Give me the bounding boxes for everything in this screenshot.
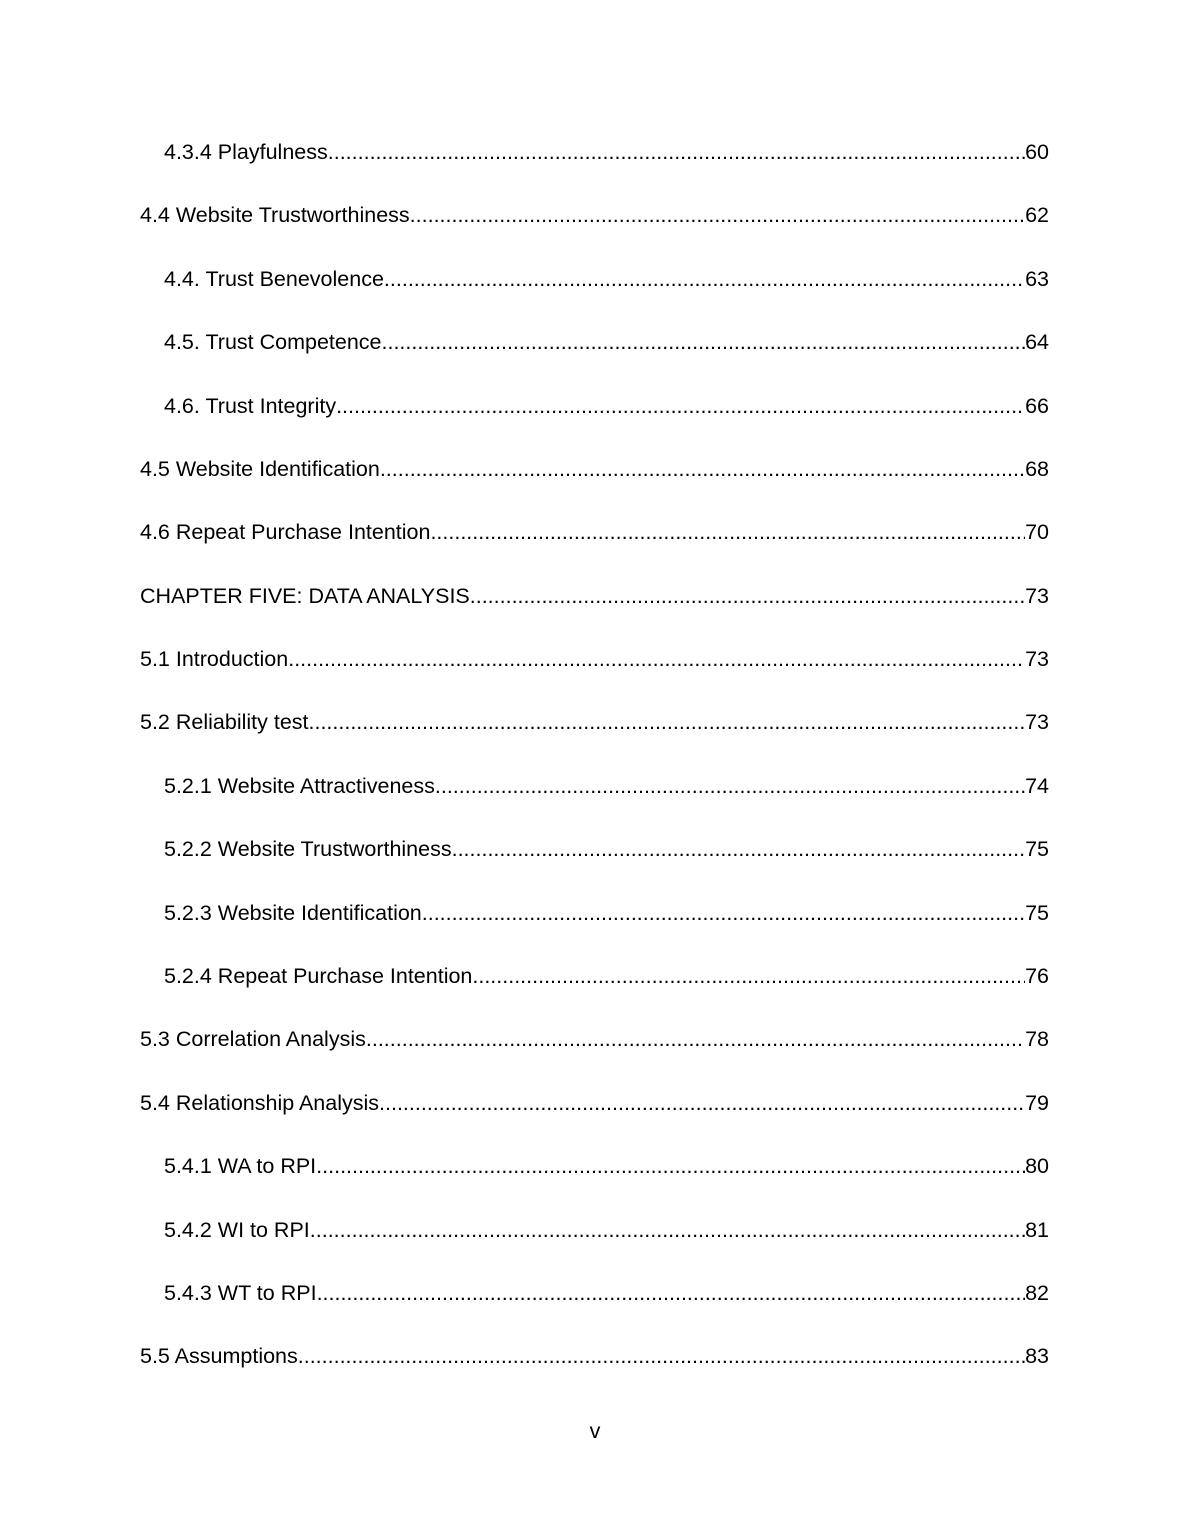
- toc-entry[interactable]: [140, 184, 1049, 247]
- toc-entry-page: 75: [1025, 837, 1049, 862]
- toc-entry-title: 5.5 Assumptions: [140, 1344, 298, 1369]
- toc-entry-title: 4.5. Trust Competence: [164, 330, 382, 355]
- toc-entry-title: 5.3 Correlation Analysis: [140, 1027, 366, 1052]
- toc-entry[interactable]: [140, 818, 1049, 881]
- toc-entry[interactable]: [140, 945, 1049, 1008]
- toc-entry-page: 64: [1025, 330, 1049, 355]
- toc-dot-leader: [472, 966, 1025, 988]
- toc-dot-leader: [309, 712, 1026, 734]
- toc-entry-page: 75: [1025, 900, 1049, 925]
- toc-entry-page: 78: [1025, 1027, 1049, 1052]
- toc-entry-page: 70: [1025, 520, 1049, 545]
- toc-entry[interactable]: [140, 375, 1049, 438]
- toc-entry-page: 73: [1025, 710, 1049, 735]
- toc-entry[interactable]: [140, 1072, 1049, 1135]
- toc-entry[interactable]: [140, 438, 1049, 501]
- toc-entry[interactable]: [140, 1262, 1049, 1325]
- toc-entry[interactable]: [140, 1135, 1049, 1198]
- toc-dot-leader: [310, 1220, 1025, 1242]
- toc-entry-title: 5.2.3 Website Identification: [164, 900, 422, 925]
- toc-entry[interactable]: [140, 1199, 1049, 1262]
- toc-entry-title: 4.4 Website Trustworthiness: [140, 203, 410, 228]
- toc-dot-leader: [384, 269, 1025, 291]
- toc-dot-leader: [382, 332, 1026, 354]
- toc-dot-leader: [379, 1093, 1025, 1115]
- toc-entry-title: CHAPTER FIVE: DATA ANALYSIS: [140, 583, 470, 608]
- toc-dot-leader: [336, 396, 1025, 418]
- toc-dot-leader: [298, 1346, 1025, 1368]
- toc-dot-leader: [422, 903, 1025, 925]
- toc-entry[interactable]: [140, 882, 1049, 945]
- toc-dot-leader: [380, 459, 1025, 481]
- toc-entry[interactable]: [140, 565, 1049, 628]
- toc-entry-title: 5.4 Relationship Analysis: [140, 1090, 380, 1115]
- toc-dot-leader: [430, 522, 1025, 544]
- toc-entry[interactable]: [140, 628, 1049, 691]
- toc-entry-title: 5.2.1 Website Attractiveness: [164, 773, 435, 798]
- toc-entry-page: 62: [1025, 203, 1049, 228]
- toc-dot-leader: [435, 776, 1025, 798]
- toc-entry-page: 73: [1025, 583, 1049, 608]
- toc-entry[interactable]: [140, 1325, 1049, 1388]
- toc-entry-title: 4.5 Website Identification: [140, 456, 380, 481]
- toc-entry-title: 4.6. Trust Integrity: [164, 393, 337, 418]
- toc-entry-page: 76: [1025, 964, 1049, 989]
- toc-entry-page: 73: [1025, 647, 1049, 672]
- toc-entry-page: 74: [1025, 773, 1049, 798]
- toc-entry-title: 5.2.2 Website Trustworthiness: [164, 837, 452, 862]
- toc-entry-page: 83: [1025, 1344, 1049, 1369]
- toc-entry[interactable]: [140, 248, 1049, 311]
- toc-entry-title: 5.1 Introduction: [140, 647, 289, 672]
- toc-entry-page: 68: [1025, 456, 1049, 481]
- toc-entry-title: 5.4.3 WT to RPI: [164, 1280, 317, 1305]
- toc-dot-leader: [288, 649, 1025, 671]
- toc-entry-page: 66: [1025, 393, 1049, 418]
- toc-entry-page: 81: [1025, 1217, 1049, 1242]
- toc-entry[interactable]: [140, 501, 1049, 564]
- toc-entry-page: 60: [1025, 139, 1049, 164]
- toc-entry-title: 4.4. Trust Benevolence: [164, 266, 384, 291]
- toc-dot-leader: [316, 1156, 1025, 1178]
- page-number: v: [589, 1419, 601, 1443]
- toc-entry-page: 79: [1025, 1090, 1049, 1115]
- table-of-contents: [140, 121, 1049, 1389]
- toc-entry-title: 4.6 Repeat Purchase Intention: [140, 520, 431, 545]
- toc-dot-leader: [328, 142, 1025, 164]
- toc-entry-page: 82: [1025, 1280, 1049, 1305]
- toc-entry[interactable]: [140, 121, 1049, 184]
- toc-entry-title: 5.4.2 WI to RPI: [164, 1217, 310, 1242]
- toc-entry[interactable]: [140, 311, 1049, 374]
- toc-dot-leader: [470, 586, 1025, 608]
- toc-entry-page: 80: [1025, 1154, 1049, 1179]
- toc-entry[interactable]: [140, 755, 1049, 818]
- toc-entry-title: 5.2 Reliability test: [140, 710, 309, 735]
- toc-entry-title: 4.3.4 Playfulness: [164, 139, 328, 164]
- toc-entry-page: 63: [1025, 266, 1049, 291]
- toc-entry[interactable]: [140, 1008, 1049, 1071]
- toc-dot-leader: [317, 1283, 1026, 1305]
- toc-entry-title: 5.2.4 Repeat Purchase Intention: [164, 964, 473, 989]
- toc-entry[interactable]: [140, 692, 1049, 755]
- toc-dot-leader: [410, 205, 1025, 227]
- toc-dot-leader: [366, 1029, 1025, 1051]
- toc-entry-title: 5.4.1 WA to RPI: [164, 1154, 317, 1179]
- toc-dot-leader: [452, 839, 1025, 861]
